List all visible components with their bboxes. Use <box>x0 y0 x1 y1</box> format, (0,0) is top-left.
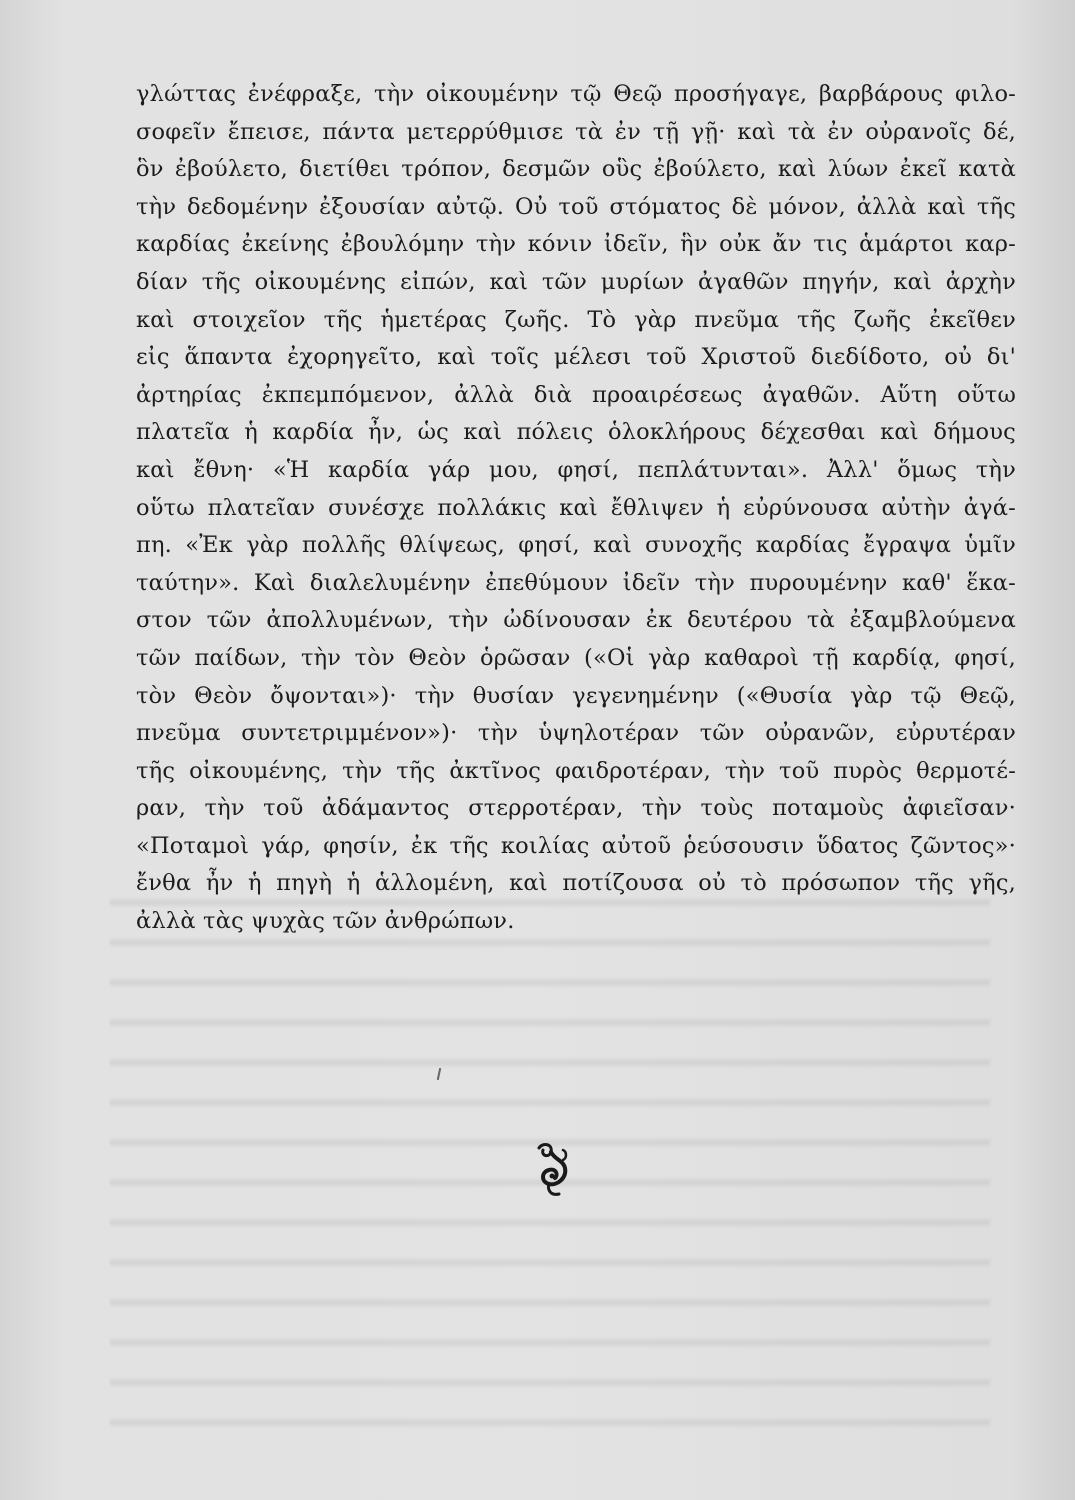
text-line: καρδίας ἐκείνης ἐβουλόμην τὴν κόνιν ἰδεῖν, ἣν οὐκ ἄν τις ἁμάρτοι καρ- <box>136 231 1016 258</box>
text-line: πλατεῖα ἡ καρδία ἦν, ὡς καὶ πόλεις ὁλοκλήρους δέχεσθαι καὶ δήμους <box>136 419 1016 446</box>
text-line: ταύτην». Καὶ διαλελυμένην ἐπεθύμουν ἰδεῖν τὴν πυρουμένην καθ' ἕκα- <box>136 569 1016 596</box>
text-line: ἔνθα ἦν ἡ πηγὴ ἡ ἁλλομένη, καὶ ποτίζουσα οὐ τὸ πρόσωπον τῆς γῆς, <box>136 870 1016 897</box>
text-line: δίαν τῆς οἰκουμένης εἰπών, καὶ τῶν μυρίων ἀγαθῶν πηγήν, καὶ ἀρχὴν <box>136 268 1016 295</box>
text-line: καὶ ἔθνη· «Ἡ καρδία γάρ μου, φησί, πεπλάτυνται». Ἀλλ' ὅμως τὴν <box>136 456 1016 483</box>
text-line: πη. «Ἐκ γὰρ πολλῆς θλίψεως, φησί, καὶ συνοχῆς καρδίας ἔγραψα ὑμῖν <box>136 532 1016 559</box>
text-line: τὸν Θεὸν ὄψονται»)· τὴν θυσίαν γεγενημένην («Θυσία γὰρ τῷ Θεῷ, <box>136 682 1016 709</box>
text-line: τῆς οἰκουμένης, τὴν τῆς ἀκτῖνος φαιδροτέραν, τὴν τοῦ πυρὸς θερμοτέ- <box>136 757 1016 784</box>
text-line: ραν, τὴν τοῦ ἀδάμαντος στερροτέραν, τὴν τοὺς ποταμοὺς ἀφιεῖσαν· <box>136 795 1016 822</box>
text-line: οὕτω πλατεῖαν συνέσχε πολλάκις καὶ ἔθλιψεν ἡ εὐρύνουσα αὐτὴν ἀγά- <box>136 494 1016 521</box>
text-line: τὴν δεδομένην ἐξουσίαν αὐτῷ. Οὐ τοῦ στόματος δὲ μόνον, ἀλλὰ καὶ τῆς <box>136 193 1016 220</box>
text-line: ὃν ἐβούλετο, διετίθει τρόπον, δεσμῶν οὓς ἐβούλετο, καὶ λύων ἐκεῖ κατὰ <box>136 156 1016 183</box>
text-line: «Ποταμοὶ γάρ, φησίν, ἐκ τῆς κοιλίας αὐτοῦ ῥεύσουσιν ὕδατος ζῶντος»· <box>136 832 1016 859</box>
text-line: ἀρτηρίας ἐκπεμπόμενον, ἀλλὰ διὰ προαιρέσεως ἀγαθῶν. Αὕτη οὕτω <box>136 381 1016 408</box>
text-line: γλώττας ἐνέφραξε, τὴν οἰκουμένην τῷ Θεῷ προσήγαγε, βαρβάρους φιλο- <box>136 81 1016 107</box>
body-text <box>136 76 1016 941</box>
text-line-last: ἀλλὰ τὰς ψυχὰς τῶν ἀνθρώπων. <box>136 908 515 935</box>
text-line: τῶν παίδων, τὴν τὸν Θεὸν ὁρῶσαν («Οἱ γὰρ καθαροὶ τῇ καρδίᾳ, φησί, <box>136 644 1016 671</box>
text-line: στον τῶν ἀπολλυμένων, τὴν ὠδίνουσαν ἐκ δευτέρου τὰ ἐξαμβλούμενα <box>136 607 1016 634</box>
fleuron-ornament-icon <box>533 1140 573 1200</box>
text-line: εἰς ἅπαντα ἐχορηγεῖτο, καὶ τοῖς μέλεσι τοῦ Χριστοῦ διεδίδοτο, οὐ δι' <box>136 344 1016 371</box>
text-line: πνεῦμα συντετριμμένον»)· τὴν ὑψηλοτέραν τῶν οὐρανῶν, εὐρυτέραν <box>136 720 1016 747</box>
text-line: σοφεῖν ἔπεισε, πάντα μετερρύθμισε τὰ ἐν τῇ γῇ· καὶ τὰ ἐν οὐρανοῖς δέ, <box>136 118 1016 145</box>
text-line: καὶ στοιχεῖον τῆς ἡμετέρας ζωῆς. Τὸ γὰρ πνεῦμα τῆς ζωῆς ἐκεῖθεν <box>136 306 1016 333</box>
